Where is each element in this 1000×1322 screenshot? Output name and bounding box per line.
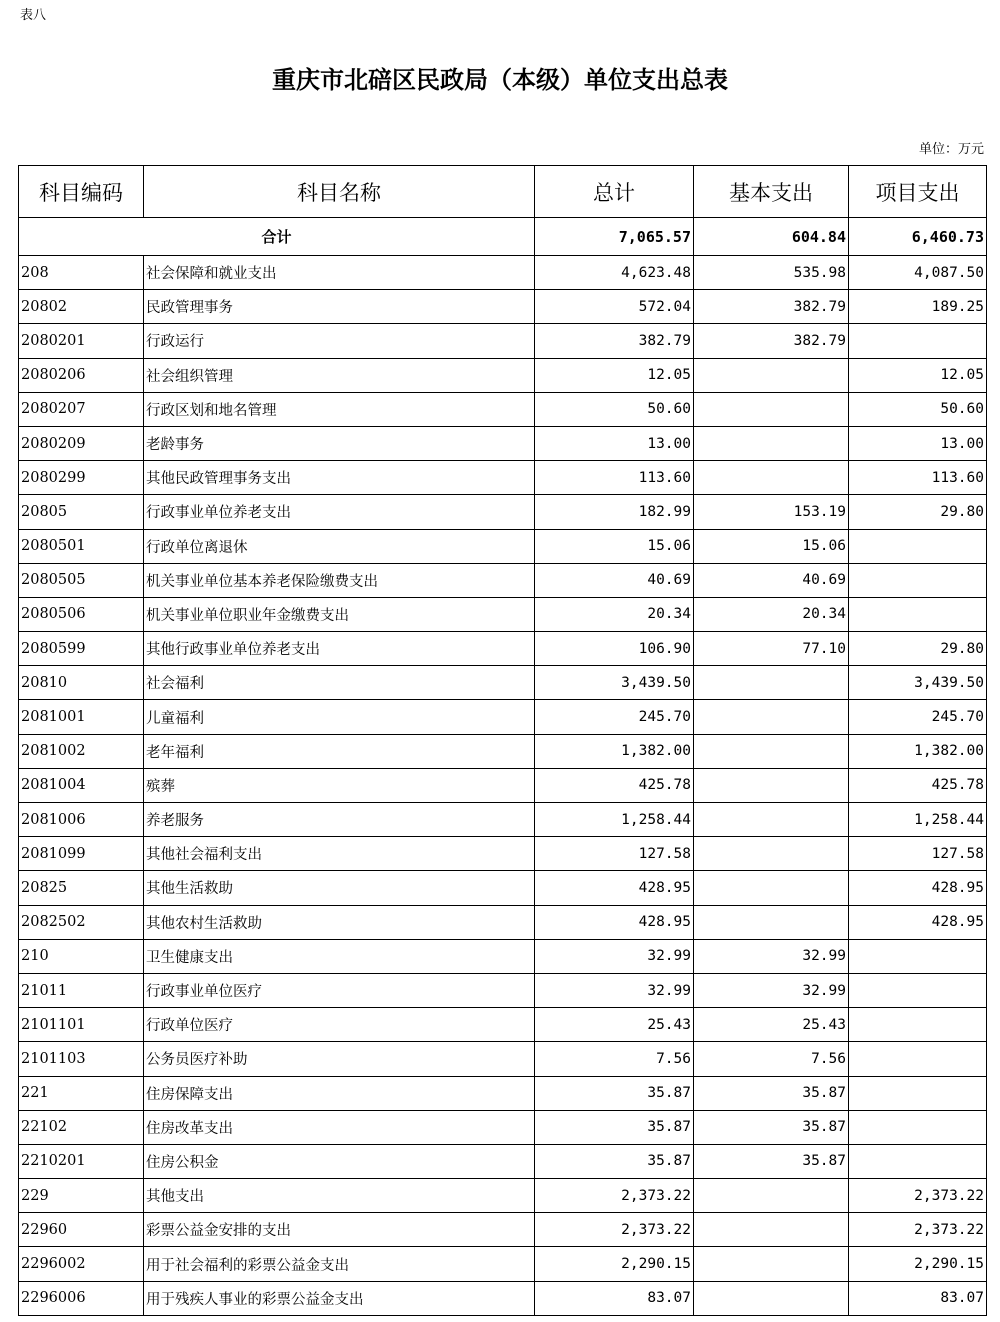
cell-project: 12.05 bbox=[849, 358, 987, 392]
table-row bbox=[19, 426, 987, 460]
total-label: 合计 bbox=[19, 218, 535, 256]
cell-name: 养老服务 bbox=[144, 803, 535, 837]
header-total: 总计 bbox=[535, 166, 694, 218]
cell-project bbox=[849, 1076, 987, 1110]
table-row bbox=[19, 871, 987, 905]
cell-basic: 77.10 bbox=[694, 632, 849, 666]
cell-total: 245.70 bbox=[535, 700, 694, 734]
cell-project: 2,373.22 bbox=[849, 1213, 987, 1247]
cell-total: 1,382.00 bbox=[535, 734, 694, 768]
cell-code: 2210201 bbox=[19, 1144, 144, 1178]
cell-code: 2101101 bbox=[19, 1008, 144, 1042]
cell-basic bbox=[694, 905, 849, 939]
cell-total: 25.43 bbox=[535, 1008, 694, 1042]
cell-code: 20802 bbox=[19, 290, 144, 324]
cell-code: 2296002 bbox=[19, 1247, 144, 1281]
table-row bbox=[19, 1213, 987, 1247]
cell-code: 2080209 bbox=[19, 426, 144, 460]
cell-name: 用于社会福利的彩票公益金支出 bbox=[144, 1247, 535, 1281]
cell-total: 2,290.15 bbox=[535, 1247, 694, 1281]
cell-project: 83.07 bbox=[849, 1281, 987, 1315]
cell-name: 其他农村生活救助 bbox=[144, 905, 535, 939]
cell-code: 2081001 bbox=[19, 700, 144, 734]
cell-project: 29.80 bbox=[849, 632, 987, 666]
cell-basic bbox=[694, 666, 849, 700]
cell-total: 1,258.44 bbox=[535, 803, 694, 837]
table-row bbox=[19, 461, 987, 495]
cell-total: 7.56 bbox=[535, 1042, 694, 1076]
cell-name: 殡葬 bbox=[144, 768, 535, 802]
cell-total: 127.58 bbox=[535, 837, 694, 871]
cell-basic: 153.19 bbox=[694, 495, 849, 529]
cell-total: 15.06 bbox=[535, 529, 694, 563]
cell-name: 社会福利 bbox=[144, 666, 535, 700]
cell-basic bbox=[694, 461, 849, 495]
cell-total: 32.99 bbox=[535, 939, 694, 973]
cell-name: 行政区划和地名管理 bbox=[144, 392, 535, 426]
header-name: 科目名称 bbox=[144, 166, 535, 218]
cell-name: 其他生活救助 bbox=[144, 871, 535, 905]
cell-code: 2080599 bbox=[19, 632, 144, 666]
table-row bbox=[19, 768, 987, 802]
cell-basic bbox=[694, 871, 849, 905]
cell-total: 35.87 bbox=[535, 1110, 694, 1144]
total-row bbox=[19, 218, 987, 256]
cell-basic: 20.34 bbox=[694, 597, 849, 631]
header-row bbox=[19, 166, 987, 218]
table-row bbox=[19, 939, 987, 973]
cell-basic: 382.79 bbox=[694, 290, 849, 324]
cell-basic: 32.99 bbox=[694, 973, 849, 1007]
table-row bbox=[19, 529, 987, 563]
cell-project: 4,087.50 bbox=[849, 256, 987, 290]
unit-label: 单位：万元 bbox=[918, 142, 984, 157]
cell-project bbox=[849, 1008, 987, 1042]
table-row bbox=[19, 563, 987, 597]
cell-code: 2081002 bbox=[19, 734, 144, 768]
cell-project: 425.78 bbox=[849, 768, 987, 802]
cell-name: 老年福利 bbox=[144, 734, 535, 768]
table-row bbox=[19, 392, 987, 426]
cell-name: 住房公积金 bbox=[144, 1144, 535, 1178]
cell-code: 2080206 bbox=[19, 358, 144, 392]
cell-total: 428.95 bbox=[535, 905, 694, 939]
table-number: 表八 bbox=[20, 8, 47, 23]
cell-project bbox=[849, 939, 987, 973]
table-row bbox=[19, 734, 987, 768]
cell-code: 22960 bbox=[19, 1213, 144, 1247]
cell-project bbox=[849, 1144, 987, 1178]
cell-name: 机关事业单位基本养老保险缴费支出 bbox=[144, 563, 535, 597]
cell-total: 40.69 bbox=[535, 563, 694, 597]
cell-project: 1,258.44 bbox=[849, 803, 987, 837]
cell-total: 2,373.22 bbox=[535, 1179, 694, 1213]
cell-basic: 35.87 bbox=[694, 1144, 849, 1178]
cell-total: 13.00 bbox=[535, 426, 694, 460]
cell-total: 20.34 bbox=[535, 597, 694, 631]
total-basic: 604.84 bbox=[694, 218, 849, 256]
table-row bbox=[19, 1110, 987, 1144]
cell-name: 行政事业单位养老支出 bbox=[144, 495, 535, 529]
cell-code: 2081099 bbox=[19, 837, 144, 871]
cell-name: 其他社会福利支出 bbox=[144, 837, 535, 871]
cell-code: 210 bbox=[19, 939, 144, 973]
cell-total: 2,373.22 bbox=[535, 1213, 694, 1247]
table-row bbox=[19, 324, 987, 358]
cell-basic bbox=[694, 358, 849, 392]
cell-project: 50.60 bbox=[849, 392, 987, 426]
total-project: 6,460.73 bbox=[849, 218, 987, 256]
cell-total: 182.99 bbox=[535, 495, 694, 529]
cell-basic: 40.69 bbox=[694, 563, 849, 597]
cell-total: 32.99 bbox=[535, 973, 694, 1007]
cell-project: 428.95 bbox=[849, 905, 987, 939]
cell-project bbox=[849, 529, 987, 563]
cell-name: 公务员医疗补助 bbox=[144, 1042, 535, 1076]
cell-basic: 15.06 bbox=[694, 529, 849, 563]
cell-project: 127.58 bbox=[849, 837, 987, 871]
cell-project bbox=[849, 324, 987, 358]
cell-basic bbox=[694, 768, 849, 802]
cell-code: 2080506 bbox=[19, 597, 144, 631]
cell-project: 113.60 bbox=[849, 461, 987, 495]
cell-code: 2101103 bbox=[19, 1042, 144, 1076]
cell-basic bbox=[694, 1281, 849, 1315]
cell-code: 2081004 bbox=[19, 768, 144, 802]
cell-project bbox=[849, 597, 987, 631]
table-row bbox=[19, 1144, 987, 1178]
table-row bbox=[19, 905, 987, 939]
cell-total: 12.05 bbox=[535, 358, 694, 392]
cell-code: 2080501 bbox=[19, 529, 144, 563]
cell-basic bbox=[694, 803, 849, 837]
cell-basic: 7.56 bbox=[694, 1042, 849, 1076]
cell-code: 229 bbox=[19, 1179, 144, 1213]
cell-name: 机关事业单位职业年金缴费支出 bbox=[144, 597, 535, 631]
table-row bbox=[19, 495, 987, 529]
cell-name: 用于残疾人事业的彩票公益金支出 bbox=[144, 1281, 535, 1315]
cell-project: 428.95 bbox=[849, 871, 987, 905]
cell-project: 245.70 bbox=[849, 700, 987, 734]
cell-name: 行政运行 bbox=[144, 324, 535, 358]
cell-code: 2080299 bbox=[19, 461, 144, 495]
cell-name: 儿童福利 bbox=[144, 700, 535, 734]
cell-code: 2081006 bbox=[19, 803, 144, 837]
cell-basic bbox=[694, 1179, 849, 1213]
table-row bbox=[19, 837, 987, 871]
cell-basic: 32.99 bbox=[694, 939, 849, 973]
cell-name: 行政单位离退休 bbox=[144, 529, 535, 563]
cell-name: 行政单位医疗 bbox=[144, 1008, 535, 1042]
cell-basic: 35.87 bbox=[694, 1110, 849, 1144]
cell-name: 卫生健康支出 bbox=[144, 939, 535, 973]
cell-project: 1,382.00 bbox=[849, 734, 987, 768]
cell-name: 老龄事务 bbox=[144, 426, 535, 460]
cell-basic bbox=[694, 426, 849, 460]
cell-code: 2080505 bbox=[19, 563, 144, 597]
expenditure-table bbox=[18, 165, 987, 1316]
cell-code: 22102 bbox=[19, 1110, 144, 1144]
header-code: 科目编码 bbox=[19, 166, 144, 218]
cell-basic: 535.98 bbox=[694, 256, 849, 290]
cell-total: 35.87 bbox=[535, 1076, 694, 1110]
cell-code: 221 bbox=[19, 1076, 144, 1110]
cell-project bbox=[849, 563, 987, 597]
cell-project bbox=[849, 973, 987, 1007]
cell-basic bbox=[694, 734, 849, 768]
table-row bbox=[19, 700, 987, 734]
cell-name: 社会保障和就业支出 bbox=[144, 256, 535, 290]
table-row bbox=[19, 1008, 987, 1042]
page-title: 重庆市北碚区民政局（本级）单位支出总表 bbox=[272, 66, 728, 94]
cell-total: 83.07 bbox=[535, 1281, 694, 1315]
cell-code: 2080201 bbox=[19, 324, 144, 358]
cell-basic: 25.43 bbox=[694, 1008, 849, 1042]
table-row bbox=[19, 1247, 987, 1281]
cell-total: 113.60 bbox=[535, 461, 694, 495]
cell-basic: 382.79 bbox=[694, 324, 849, 358]
cell-code: 20805 bbox=[19, 495, 144, 529]
table-row bbox=[19, 597, 987, 631]
cell-name: 其他行政事业单位养老支出 bbox=[144, 632, 535, 666]
cell-project: 189.25 bbox=[849, 290, 987, 324]
header-basic: 基本支出 bbox=[694, 166, 849, 218]
cell-code: 2296006 bbox=[19, 1281, 144, 1315]
total-total: 7,065.57 bbox=[535, 218, 694, 256]
cell-project: 2,290.15 bbox=[849, 1247, 987, 1281]
cell-total: 425.78 bbox=[535, 768, 694, 802]
table-row bbox=[19, 358, 987, 392]
cell-name: 住房保障支出 bbox=[144, 1076, 535, 1110]
cell-name: 其他支出 bbox=[144, 1179, 535, 1213]
cell-total: 572.04 bbox=[535, 290, 694, 324]
cell-name: 行政事业单位医疗 bbox=[144, 973, 535, 1007]
cell-total: 35.87 bbox=[535, 1144, 694, 1178]
table-row bbox=[19, 1179, 987, 1213]
table-row bbox=[19, 632, 987, 666]
table-row bbox=[19, 973, 987, 1007]
cell-project bbox=[849, 1042, 987, 1076]
cell-basic bbox=[694, 1213, 849, 1247]
cell-total: 4,623.48 bbox=[535, 256, 694, 290]
table-row bbox=[19, 1042, 987, 1076]
table-row bbox=[19, 1281, 987, 1315]
cell-basic: 35.87 bbox=[694, 1076, 849, 1110]
table-row bbox=[19, 290, 987, 324]
cell-code: 20810 bbox=[19, 666, 144, 700]
cell-name: 民政管理事务 bbox=[144, 290, 535, 324]
cell-total: 382.79 bbox=[535, 324, 694, 358]
table-row bbox=[19, 666, 987, 700]
cell-total: 3,439.50 bbox=[535, 666, 694, 700]
cell-name: 社会组织管理 bbox=[144, 358, 535, 392]
cell-code: 2080207 bbox=[19, 392, 144, 426]
cell-basic bbox=[694, 837, 849, 871]
cell-code: 21011 bbox=[19, 973, 144, 1007]
cell-project: 2,373.22 bbox=[849, 1179, 987, 1213]
cell-code: 2082502 bbox=[19, 905, 144, 939]
cell-name: 彩票公益金安排的支出 bbox=[144, 1213, 535, 1247]
cell-project: 13.00 bbox=[849, 426, 987, 460]
cell-total: 428.95 bbox=[535, 871, 694, 905]
table-row bbox=[19, 256, 987, 290]
cell-project: 3,439.50 bbox=[849, 666, 987, 700]
header-project: 项目支出 bbox=[849, 166, 987, 218]
cell-name: 其他民政管理事务支出 bbox=[144, 461, 535, 495]
cell-project: 29.80 bbox=[849, 495, 987, 529]
cell-basic bbox=[694, 392, 849, 426]
table-row bbox=[19, 1076, 987, 1110]
cell-code: 208 bbox=[19, 256, 144, 290]
cell-project bbox=[849, 1110, 987, 1144]
table-row bbox=[19, 803, 987, 837]
cell-code: 20825 bbox=[19, 871, 144, 905]
cell-total: 50.60 bbox=[535, 392, 694, 426]
cell-total: 106.90 bbox=[535, 632, 694, 666]
cell-name: 住房改革支出 bbox=[144, 1110, 535, 1144]
cell-basic bbox=[694, 1247, 849, 1281]
cell-basic bbox=[694, 700, 849, 734]
